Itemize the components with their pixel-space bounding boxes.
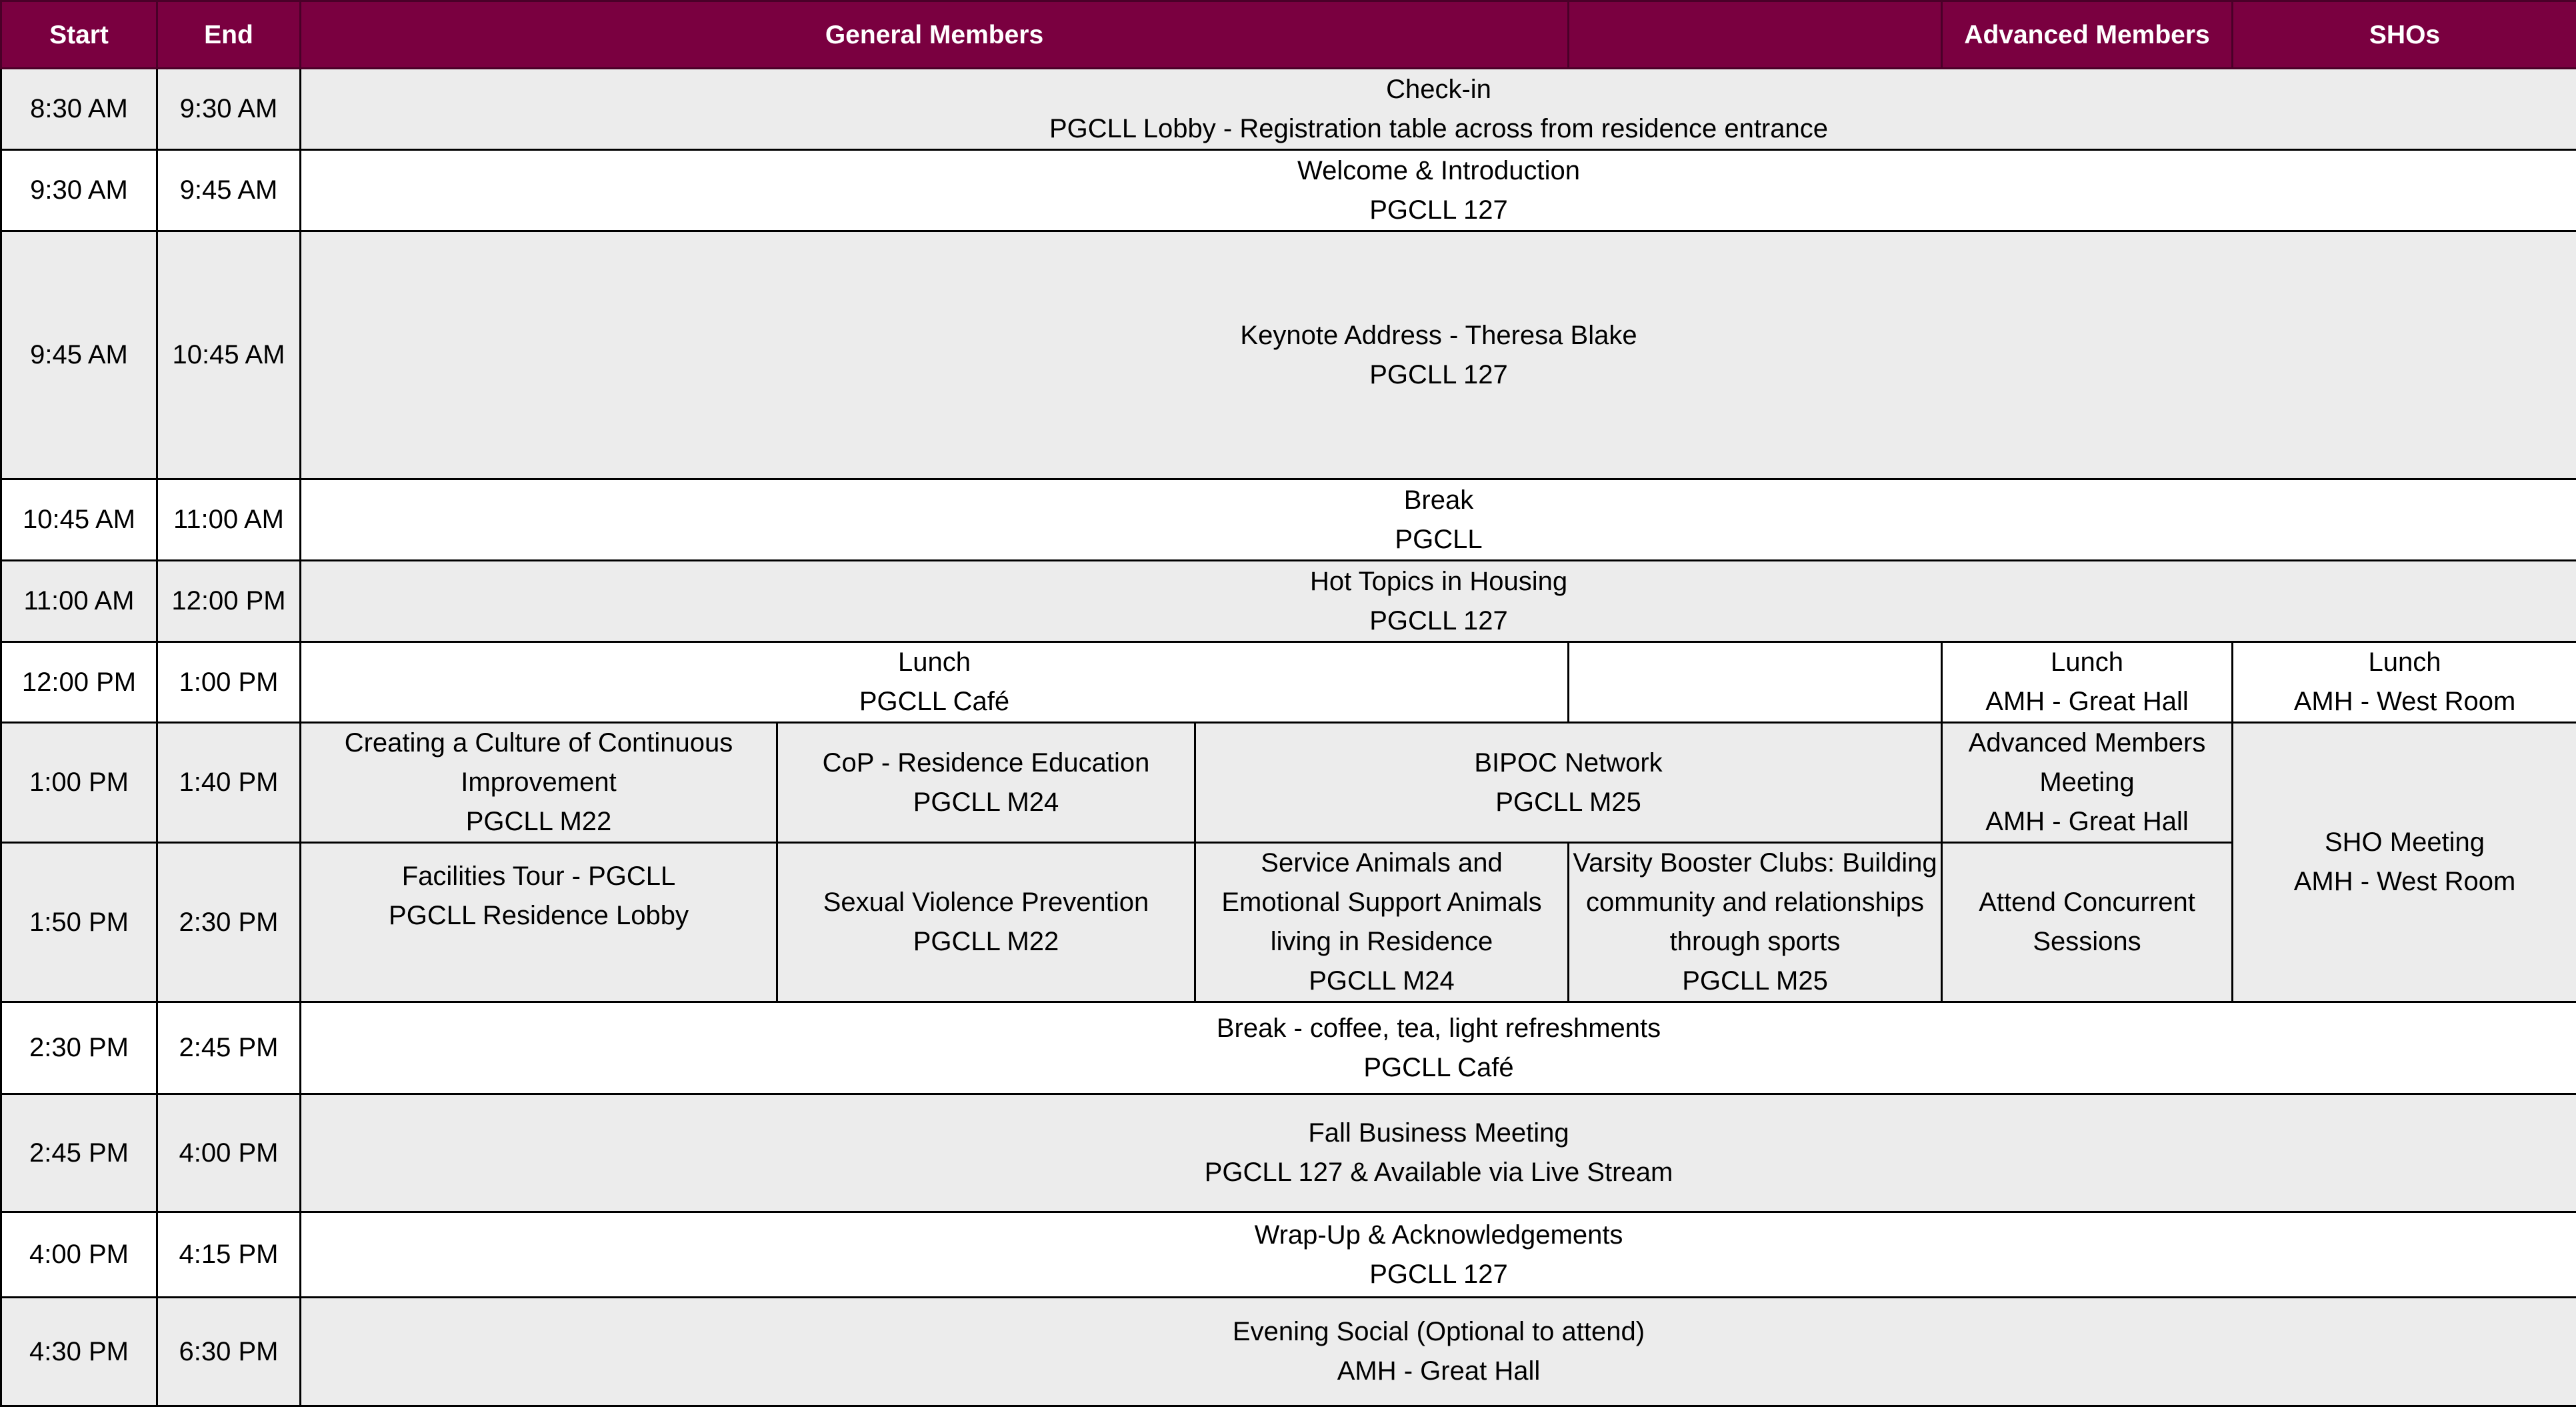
end-time: 4:15 PM [157, 1212, 301, 1298]
event-location: PGCLL M22 [304, 802, 773, 842]
start-time: 2:45 PM [1, 1094, 157, 1212]
table-row [1, 1002, 2576, 1094]
lunch-advanced-cell [1942, 642, 2233, 723]
table-row [1, 479, 2576, 561]
event-title: Lunch [304, 643, 1565, 682]
event-title: Advanced Members [1945, 724, 2229, 763]
event-cell [301, 69, 2576, 150]
event-cell [301, 1212, 2576, 1298]
start-time: 9:45 AM [1, 231, 157, 479]
table-row [1, 843, 2576, 1002]
event-location: PGCLL M25 [1199, 783, 1938, 822]
event-location: AMH - Great Hall [1945, 802, 2229, 842]
event-title: Facilities Tour - PGCLL [304, 857, 773, 896]
event-location: PGCLL 127 [304, 355, 2573, 395]
event-title: Sexual Violence Prevention [781, 883, 1191, 922]
event-title: Attend Concurrent [1945, 883, 2229, 922]
event-title-cont: living in Residence [1199, 922, 1565, 962]
table-row [1, 69, 2576, 150]
event-cell [301, 150, 2576, 231]
start-time: 1:00 PM [1, 723, 157, 843]
start-time: 1:50 PM [1, 843, 157, 1002]
end-time: 1:00 PM [157, 642, 301, 723]
end-time: 6:30 PM [157, 1298, 301, 1406]
session-bipoc-cell [1195, 723, 1942, 843]
start-time: 9:30 AM [1, 150, 157, 231]
event-location: PGCLL 127 [304, 1255, 2573, 1294]
event-title: Break [304, 481, 2573, 520]
event-location: PGCLL Lobby - Registration table across from residence entrance [304, 109, 2573, 149]
event-cell [301, 561, 2576, 642]
event-title-cont: Sessions [1945, 922, 2229, 962]
event-cell [301, 1298, 2576, 1406]
table-row [1, 1212, 2576, 1298]
table-row [1, 1094, 2576, 1212]
event-location: PGCLL 127 & Available via Live Stream [304, 1153, 2573, 1192]
session-sho-meeting-cell [2233, 723, 2576, 1002]
session-facilities-cell [301, 843, 777, 1002]
start-time: 4:30 PM [1, 1298, 157, 1406]
event-location: PGCLL M24 [781, 783, 1191, 822]
session-cop-cell [777, 723, 1195, 843]
table-row [1, 723, 2576, 843]
event-location: PGCLL Café [304, 682, 1565, 722]
table-row [1, 150, 2576, 231]
header-end: End [157, 1, 301, 69]
event-title: Lunch [1945, 643, 2229, 682]
event-title: Check-in [304, 70, 2573, 109]
header-start: Start [1, 1, 157, 69]
event-title-cont: through sports [1572, 922, 1938, 962]
session-sexual-violence-cell [777, 843, 1195, 1002]
event-location: PGCLL Café [304, 1048, 2573, 1088]
header-blank [1569, 1, 1942, 69]
event-title-cont: Emotional Support Animals [1199, 883, 1565, 922]
event-cell [301, 1094, 2576, 1212]
end-time: 2:30 PM [157, 843, 301, 1002]
end-time: 4:00 PM [157, 1094, 301, 1212]
session-advanced-meeting-cell [1942, 723, 2233, 843]
event-title: CoP - Residence Education [781, 744, 1191, 783]
header-row [1, 1, 2576, 69]
end-time: 1:40 PM [157, 723, 301, 843]
table-row [1, 1298, 2576, 1406]
end-time: 2:45 PM [157, 1002, 301, 1094]
event-title: Creating a Culture of Continuous [304, 724, 773, 763]
lunch-general-cell [301, 642, 1569, 723]
event-location: AMH - Great Hall [1945, 682, 2229, 722]
event-title: Hot Topics in Housing [304, 562, 2573, 601]
end-time: 9:30 AM [157, 69, 301, 150]
start-time: 11:00 AM [1, 561, 157, 642]
start-time: 2:30 PM [1, 1002, 157, 1094]
event-title: Lunch [2236, 643, 2573, 682]
event-location: PGCLL 127 [304, 601, 2573, 641]
start-time: 8:30 AM [1, 69, 157, 150]
start-time: 10:45 AM [1, 479, 157, 561]
start-time: 12:00 PM [1, 642, 157, 723]
start-time: 4:00 PM [1, 1212, 157, 1298]
event-title: BIPOC Network [1199, 744, 1938, 783]
end-time: 9:45 AM [157, 150, 301, 231]
event-cell [301, 231, 2576, 479]
session-attend-concurrent-cell [1942, 843, 2233, 1002]
end-time: 12:00 PM [157, 561, 301, 642]
event-title: Service Animals and [1199, 844, 1565, 883]
event-location: AMH - West Room [2236, 862, 2573, 902]
event-title: SHO Meeting [2236, 823, 2573, 862]
event-title-cont: community and relationships [1572, 883, 1938, 922]
event-location: PGCLL M22 [781, 922, 1191, 962]
event-title-cont: Improvement [304, 763, 773, 802]
header-general-members: General Members [301, 1, 1569, 69]
event-cell [301, 479, 2576, 561]
event-location: AMH - West Room [2236, 682, 2573, 722]
session-culture-cell [301, 723, 777, 843]
event-location: PGCLL M25 [1572, 962, 1938, 1001]
table-row [1, 642, 2576, 723]
event-title: Varsity Booster Clubs: Building [1572, 844, 1938, 883]
event-location: AMH - Great Hall [304, 1352, 2573, 1391]
event-cell [301, 1002, 2576, 1094]
session-varsity-cell [1569, 843, 1942, 1002]
table-row [1, 231, 2576, 479]
event-location: PGCLL Residence Lobby [304, 896, 773, 936]
empty-cell [1569, 642, 1942, 723]
event-title-cont: Meeting [1945, 763, 2229, 802]
event-location: PGCLL M24 [1199, 962, 1565, 1001]
event-title: Evening Social (Optional to attend) [304, 1312, 2573, 1352]
event-title: Wrap-Up & Acknowledgements [304, 1216, 2573, 1255]
session-service-animals-cell [1195, 843, 1569, 1002]
end-time: 11:00 AM [157, 479, 301, 561]
event-title: Welcome & Introduction [304, 151, 2573, 191]
event-location: PGCLL [304, 520, 2573, 559]
end-time: 10:45 AM [157, 231, 301, 479]
event-title: Fall Business Meeting [304, 1114, 2573, 1153]
event-location: PGCLL 127 [304, 191, 2573, 230]
lunch-shos-cell [2233, 642, 2576, 723]
event-title: Break - coffee, tea, light refreshments [304, 1009, 2573, 1048]
header-shos: SHOs [2233, 1, 2576, 69]
table-row [1, 561, 2576, 642]
header-advanced-members: Advanced Members [1942, 1, 2233, 69]
event-title: Keynote Address - Theresa Blake [304, 316, 2573, 355]
